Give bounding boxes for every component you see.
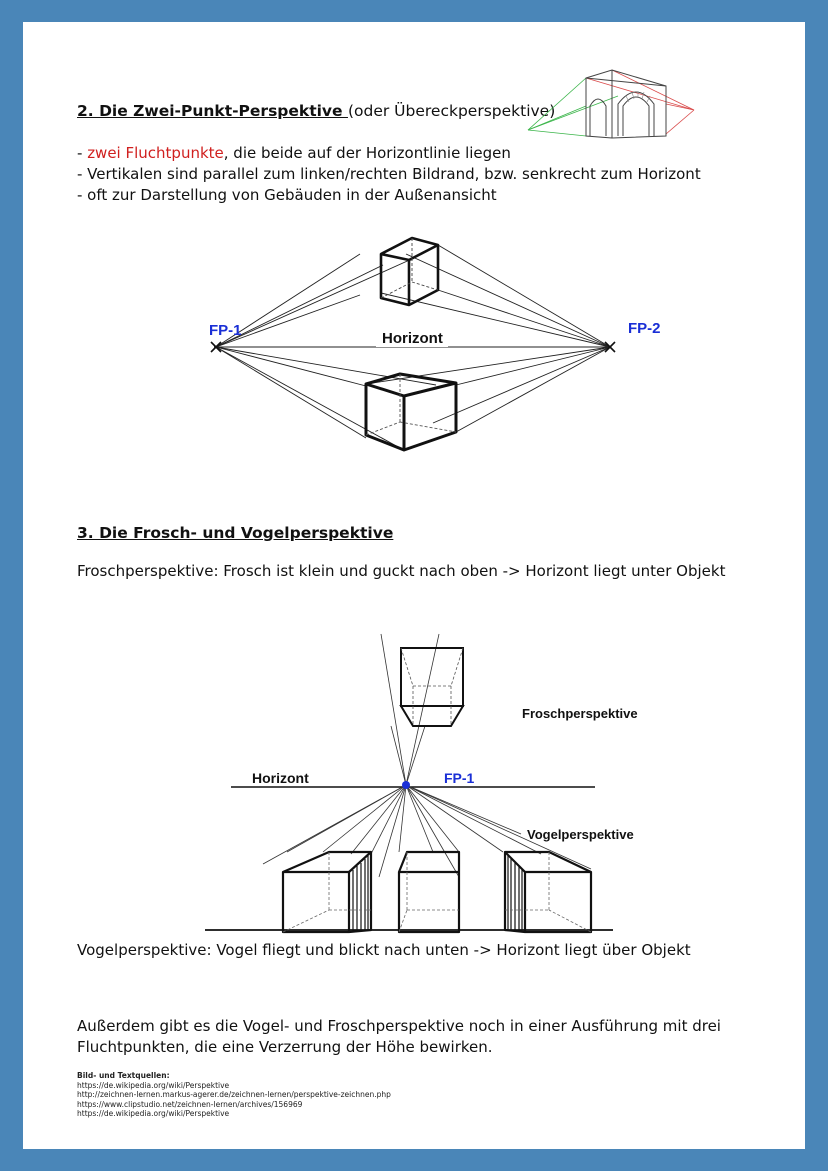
arch-perspective-illustration	[526, 66, 696, 140]
bullet-rest: , die beide auf der Horizontlinie liegen	[223, 144, 511, 162]
sources-block	[77, 1071, 391, 1119]
horizon-label: Horizont	[382, 330, 443, 347]
document-page	[23, 22, 805, 1149]
fp1-label: FP-1	[444, 770, 475, 786]
bullet-verticals: - Vertikalen sind parallel zum linken/rechten Bildrand, bzw. senkrecht zum Horizont	[77, 165, 701, 183]
section-2-subtitle: (oder Übereckperspektive)	[347, 102, 556, 120]
bird-perspective-label: Vogelperspektive	[527, 827, 634, 842]
source-link[interactable]: https://de.wikipedia.org/wiki/Perspektive	[77, 1080, 230, 1090]
fp1-label: FP-1	[209, 322, 242, 339]
fp2-label: FP-2	[628, 320, 661, 337]
section-3-title: 3. Die Frosch- und Vogelperspektive	[77, 524, 394, 542]
two-point-perspective-diagram	[178, 210, 661, 460]
bullet-dash: -	[77, 144, 88, 162]
section-2-heading	[77, 102, 555, 120]
horizon-label: Horizont	[252, 770, 309, 786]
bullet-vanishing-points	[77, 144, 511, 162]
frog-perspective-text: Froschperspektive: Frosch ist klein und guckt nach oben -> Horizont liegt unter Objekt	[77, 562, 726, 580]
frog-perspective-label: Froschperspektive	[522, 706, 638, 721]
section-2-title: 2. Die Zwei-Punkt-Perspektive	[77, 102, 348, 120]
bullet-buildings: - oft zur Darstellung von Gebäuden in der Außenansicht	[77, 186, 497, 204]
highlight-two-vanishing-points: zwei Fluchtpunkte	[87, 144, 224, 162]
vanishing-point-marker	[402, 781, 410, 789]
frog-bird-perspective-diagram	[203, 614, 638, 944]
three-point-note: Außerdem gibt es die Vogel- und Froschperspektive noch in einer Ausführung mit drei Fluchtpunkten, die eine Verzerrung der Höhe bewirken.	[77, 1017, 721, 1056]
source-link[interactable]: https://www.clipstudio.net/zeichnen-lernen/archives/156969	[77, 1099, 303, 1109]
section-3-heading	[77, 524, 393, 542]
bird-perspective-text: Vogelperspektive: Vogel fliegt und blickt nach unten -> Horizont liegt über Objekt	[77, 941, 691, 959]
source-link[interactable]: https://de.wikipedia.org/wiki/Perspektive	[77, 1109, 230, 1118]
sources-title: Bild- und Textquellen:	[77, 1071, 170, 1080]
source-link[interactable]: http://zeichnen-lernen.markus-agerer.de/zeichnen-lernen/perspektive-zeichnen.php	[77, 1090, 391, 1099]
